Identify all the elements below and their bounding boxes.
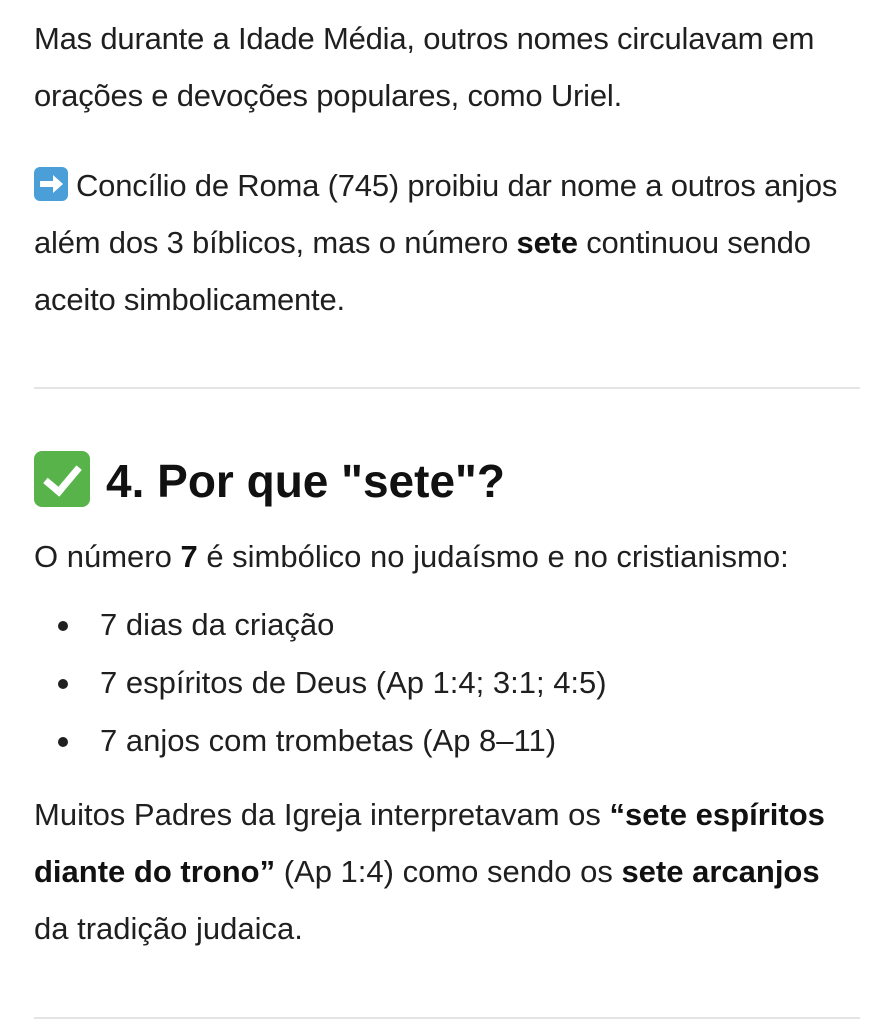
bullet-icon [58, 679, 68, 689]
seven-list [34, 596, 607, 770]
closing-text-3: da tradição judaica. [34, 911, 303, 946]
list-item-text: 7 anjos com trombetas (Ap 8–11) [100, 723, 557, 758]
section-divider [34, 387, 860, 389]
paragraph-idade-media: Mas durante a Idade Média, outros nomes circulavam em orações e devoções populares, como Uriel. [34, 21, 815, 113]
closing-bold-quote: “sete espíritos diante do trono” [34, 797, 825, 889]
paragraph-concilio-end: continuou sendo aceito simbolicamente. [34, 225, 811, 317]
section-heading [34, 446, 505, 516]
section-divider-bottom [34, 1017, 860, 1019]
closing-text-1: Muitos Padres da Igreja interpretavam os [34, 797, 610, 832]
check-mark-icon [34, 451, 90, 507]
section-intro [34, 528, 789, 585]
bullet-icon [58, 621, 68, 631]
intro-text-end: é simbólico no judaísmo e no cristianismo: [197, 539, 789, 574]
list-item [34, 712, 607, 770]
list-item-text: 7 espíritos de Deus (Ap 1:4; 3:1; 4:5) [100, 665, 607, 700]
bold-sete: sete [516, 225, 578, 260]
list-item [34, 596, 607, 654]
bullet-icon [58, 737, 68, 747]
paragraph-concilio-text: Concílio de Roma (745) proibiu dar nome a outros anjos além dos 3 bíblicos, mas o número [34, 168, 838, 260]
paragraph-padres [34, 786, 860, 957]
list-item [34, 654, 607, 712]
closing-bold-arcanjos: sete arcanjos [621, 854, 820, 889]
intro-text-start: O número [34, 539, 181, 574]
right-arrow-icon [34, 167, 68, 201]
list-item-text: 7 dias da criação [100, 607, 335, 642]
closing-text-2: (Ap 1:4) como sendo os [275, 854, 622, 889]
intro-bold-number: 7 [180, 539, 198, 574]
paragraph-concilio [34, 157, 860, 328]
section-heading-text: 4. Por que "sete"? [106, 455, 505, 507]
